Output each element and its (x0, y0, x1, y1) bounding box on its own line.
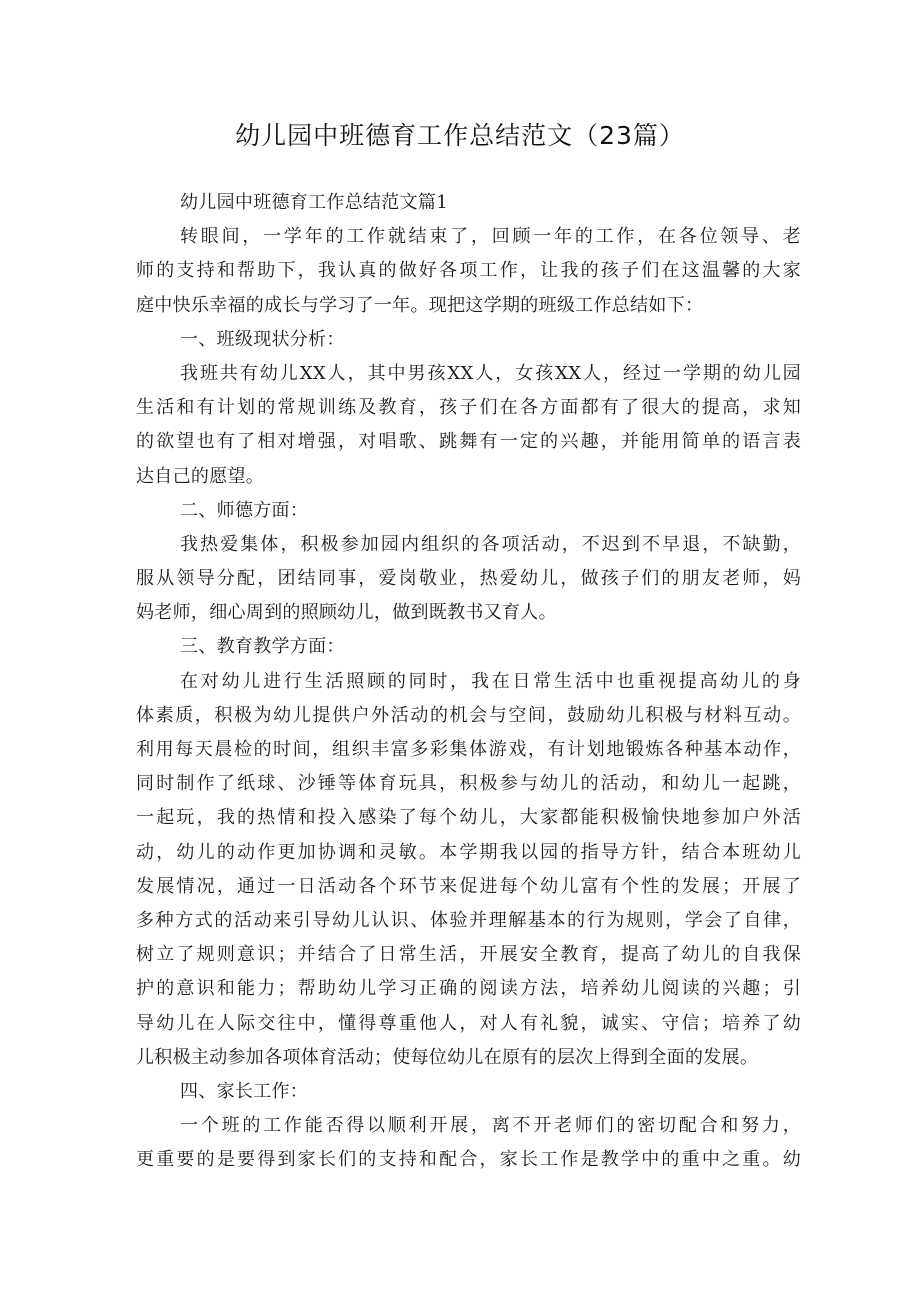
text-line: 导幼儿在人际交往中，懂得尊重他人，对人有礼貌，诚实、守信；培养了幼 (136, 1012, 801, 1034)
text-line: 师的支持和帮助下，我认真的做好各项工作，让我的孩子们在这温馨的大家 (136, 260, 801, 282)
text-line: 在对幼儿进行生活照顾的同时，我在日常生活中也重视提高幼儿的身 (180, 670, 801, 692)
text-line: 我热爱集体，积极参加园内组织的各项活动，不迟到不早退，不缺勤， (180, 533, 801, 555)
document-body (136, 186, 801, 1177)
text-line: 幼儿园中班德育工作总结范文篇1 (180, 192, 448, 213)
text-line: 一个班的工作能否得以顺利开展，离不开老师们的密切配合和努力， (180, 1115, 801, 1137)
text-line: 三、教育教学方面： (180, 636, 345, 658)
text-line: 多种方式的活动来引导幼儿认识、体验并理解基本的行为规则，学会了自律， (136, 909, 801, 931)
text-line: 儿积极主动参加各项体育活动；使每位幼儿在原有的层次上得到全面的发展。 (136, 1046, 759, 1068)
text-line: 生活和有计划的常规训练及教育，孩子们在各方面都有了很大的提高，求知 (136, 397, 801, 419)
text-line: 树立了规则意识；并结合了日常生活，开展安全教育，提高了幼儿的自我保 (136, 944, 801, 966)
document-title: 幼儿园中班德育工作总结范文（23篇） (235, 121, 685, 150)
text-line: 一、班级现状分析： (180, 328, 345, 350)
text-line: 我班共有幼儿XX人，其中男孩XX人，女孩XX人，经过一学期的幼儿园 (180, 362, 801, 384)
text-line: 庭中快乐幸福的成长与学习了一年。现把这学期的班级工作总结如下： (136, 294, 704, 316)
text-line: 体素质，积极为幼儿提供户外活动的机会与空间，鼓励幼儿积极与材料互动。 (136, 704, 801, 726)
text-line: 动，幼儿的动作更加协调和灵敏。本学期我以园的指导方针，结合本班幼儿 (136, 841, 801, 863)
text-line: 二、师德方面： (180, 499, 309, 521)
text-line: 一起玩，我的热情和投入感染了每个幼儿，大家都能积极愉快地参加户外活 (136, 807, 801, 829)
text-line: 服从领导分配，团结同事，爱岗敬业，热爱幼儿，做孩子们的朋友老师，妈 (136, 568, 801, 590)
text-line: 护的意识和能力；帮助幼儿学习正确的阅读方法，培养幼儿阅读的兴趣；引 (136, 978, 801, 1000)
text-line: 转眼间，一学年的工作就结束了，回顾一年的工作，在各位领导、老 (180, 226, 801, 248)
text-line: 利用每天晨检的时间，组织丰富多彩集体游戏，有计划地锻炼各种基本动作， (136, 739, 801, 760)
text-line: 更重要的是要得到家长们的支持和配合，家长工作是教学中的重中之重。幼 (136, 1149, 801, 1171)
text-line: 达自己的愿望。 (136, 465, 265, 487)
text-line: 同时制作了纸球、沙锤等体育玩具，积极参与幼儿的活动，和幼儿一起跳， (136, 773, 801, 795)
text-line: 妈老师，细心周到的照顾幼儿，做到既教书又育人。 (136, 602, 557, 624)
text-line: 四、家长工作： (180, 1080, 309, 1102)
text-line: 的欲望也有了相对增强，对唱歌、跳舞有一定的兴趣，并能用简单的语言表 (136, 431, 801, 453)
text-line: 发展情况，通过一日活动各个环节来促进每个幼儿富有个性的发展；开展了 (136, 875, 801, 897)
